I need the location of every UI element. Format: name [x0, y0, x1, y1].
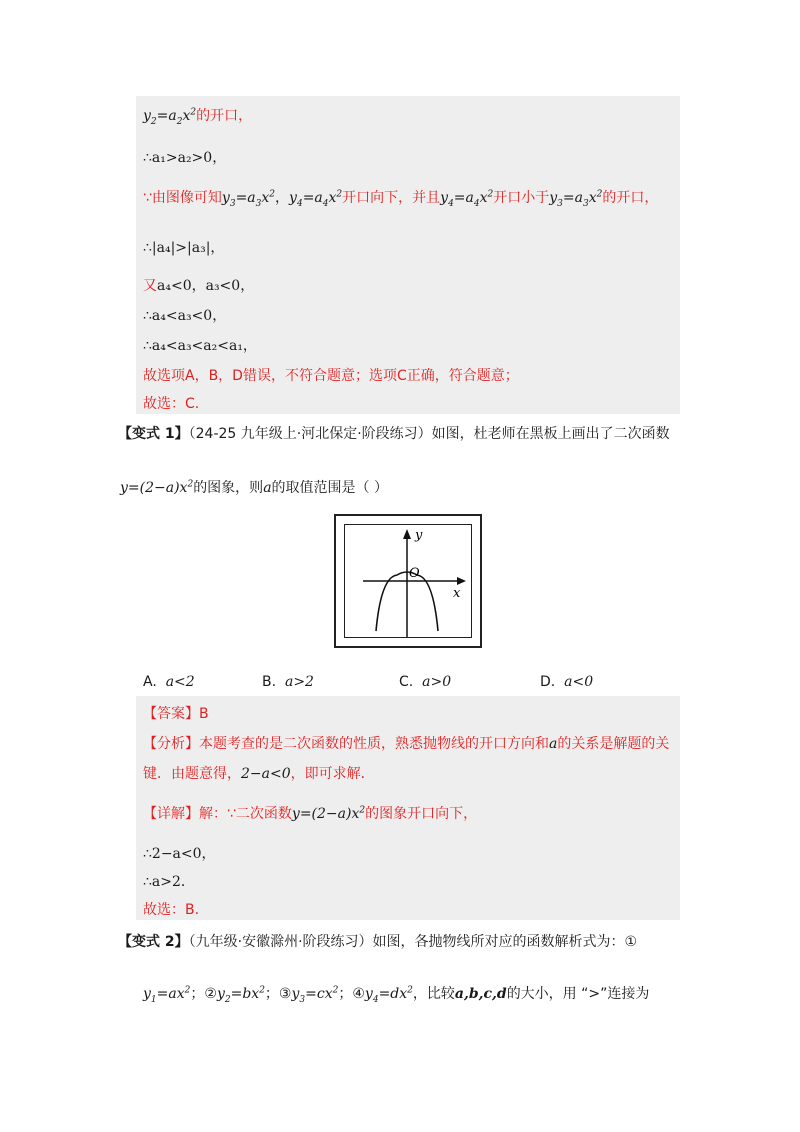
solution-line-3: ∵由图像可知$y_3=a_3x^2$，$y_4=a_4x^2$开口向下，并且$y_4=a_4x^2$开口小于$y_3=a_3x^2$的开口，: [143, 189, 659, 209]
option-b[interactable]: B. a>2: [262, 674, 314, 690]
variant1-question: $y=(2-a)x^2$的图象，则a的取值范围是（ ）: [120, 479, 388, 496]
solution-line-5: 又a₄<0，a₃<0，: [143, 278, 255, 294]
variant2-header: 【变式 2】（九年级·安徽滁州·阶段练习）如图，各抛物线所对应的函数解析式为：①: [118, 934, 638, 950]
solution-line-9: 故选：C.: [143, 396, 200, 412]
option-c[interactable]: C. a>0: [399, 674, 452, 690]
detail-line-2: ∴2−a<0，: [143, 846, 216, 862]
solution-line-1: $y_2=a_2x^2$的开口，: [143, 107, 253, 127]
detail-line-4: 故选：B.: [143, 902, 200, 918]
option-a[interactable]: A. a<2: [143, 674, 195, 690]
option-d[interactable]: D. a<0: [540, 674, 594, 690]
detail-line-3: ∴a>2．: [143, 874, 195, 890]
origin-label: O: [409, 566, 420, 581]
x-axis-label: x: [453, 586, 461, 601]
solution-line-6: ∴a₄<a₃<0，: [143, 308, 227, 324]
solution-line-8: 故选项A，B，D错误，不符合题意；选项C正确，符合题意；: [143, 368, 519, 384]
analysis-line-2: 键．由题意得，2−a<0，即可求解．: [143, 766, 375, 782]
solution-line-2: ∴a₁>a₂>0，: [143, 150, 227, 166]
variant2-line-2: $y_1=ax^2$；$②y_2=bx^2$；$③y_3=cx^2$；$④y_4=dx^2$，比较a,b,c,d的大小，用 “>”连接为: [143, 985, 650, 1005]
answer-line: 【答案】B: [143, 706, 209, 722]
parabola-figure: [334, 514, 482, 648]
solution-line-4: ∴|a₄|>|a₃|，: [143, 240, 225, 256]
detail-line-1: 【详解】解：∵二次函数$y=(2-a)x^2$的图象开口向下，: [143, 805, 478, 822]
solution-line-7: ∴a₄<a₃<a₂<a₁，: [143, 338, 257, 354]
y-axis-label: y: [415, 528, 423, 543]
analysis-line-1: 【分析】本题考查的是二次函数的性质，熟悉抛物线的开口方向和a的关系是解题的关: [143, 736, 670, 752]
variant1-header: 【变式 1】（24-25 九年级上·河北保定·阶段练习）如图，杜老师在黑板上画出了二次函数: [118, 426, 670, 442]
